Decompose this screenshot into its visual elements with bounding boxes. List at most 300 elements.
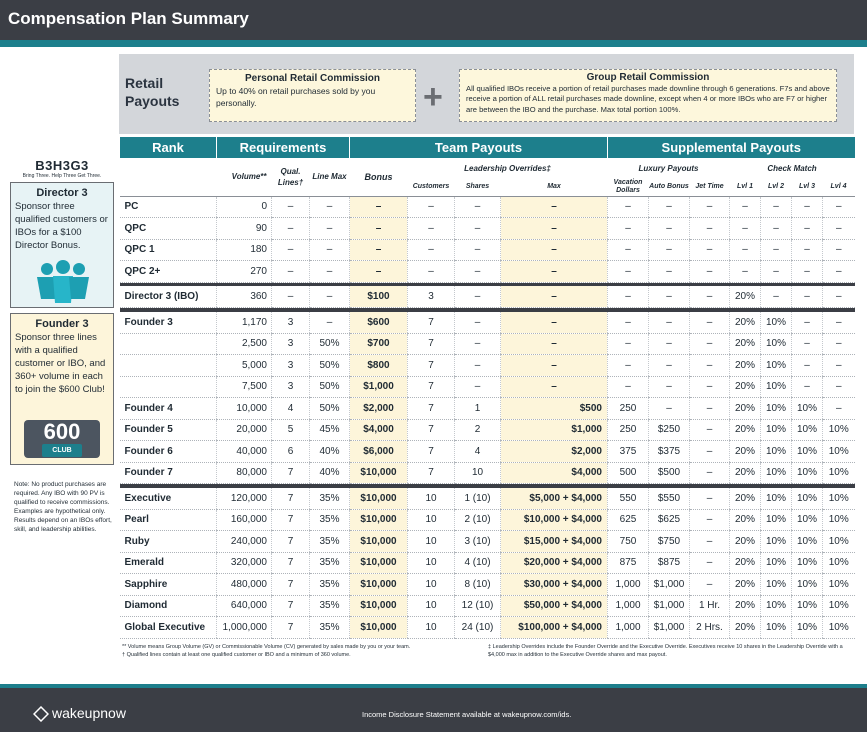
b3h3g3-logo — [10, 158, 114, 179]
cell-qual: 3 — [272, 333, 310, 355]
cell-l1: 20% — [730, 398, 761, 420]
cell-max: 35% — [310, 617, 350, 639]
cell-rank — [120, 355, 217, 377]
cell-bonus: $6,000 — [350, 441, 408, 463]
cell-lmax: $20,000 + $4,000 — [501, 552, 608, 574]
cell-qual: 7 — [272, 574, 310, 596]
cell-l3: 10% — [792, 419, 823, 441]
cell-bonus: $700 — [350, 333, 408, 355]
cell-cust: – — [408, 196, 455, 218]
cell-auto: – — [649, 196, 690, 218]
cell-bonus: $10,000 — [350, 617, 408, 639]
cell-l3: 10% — [792, 552, 823, 574]
cell-cust: – — [408, 239, 455, 261]
income-disclosure: Income Disclosure Statement available at wakeupnow.com/ids. — [362, 710, 572, 719]
table-row — [120, 574, 855, 596]
cell-l2: 10% — [761, 333, 792, 355]
cell-lmax: $5,000 + $4,000 — [501, 488, 608, 510]
cell-auto: $875 — [649, 552, 690, 574]
cell-qual: 7 — [272, 531, 310, 553]
retail-payouts-title: Retail Payouts — [125, 75, 180, 109]
cell-rank: QPC — [120, 218, 217, 240]
cell-l3: 10% — [792, 531, 823, 553]
header-accent — [0, 40, 867, 47]
cell-cust: – — [408, 261, 455, 283]
cell-vac: 500 — [608, 462, 649, 484]
cell-jet: – — [690, 509, 730, 531]
bonus-header: Bonus — [350, 158, 408, 196]
cell-bonus: $10,000 — [350, 462, 408, 484]
cell-bonus: – — [350, 196, 408, 218]
founder3-text: Sponsor three lines with a qualified customer or IBO, and 360+ volume in each to join the $600 Club! — [15, 332, 106, 395]
cell-jet: – — [690, 574, 730, 596]
cell-cust: – — [408, 218, 455, 240]
cell-cust: 7 — [408, 312, 455, 334]
cell-jet: – — [690, 286, 730, 308]
cell-max: 35% — [310, 552, 350, 574]
cell-l3: – — [792, 312, 823, 334]
cell-max: – — [310, 286, 350, 308]
group-retail-box — [459, 69, 837, 122]
cell-l1: 20% — [730, 441, 761, 463]
cell-lmax: – — [501, 312, 608, 334]
cell-qual: 7 — [272, 552, 310, 574]
cell-jet: – — [690, 355, 730, 377]
cell-l4: 10% — [823, 488, 855, 510]
page-title: Compensation Plan Summary — [8, 9, 249, 28]
cell-volume: 320,000 — [217, 552, 272, 574]
cell-l2: 10% — [761, 419, 792, 441]
table-row — [120, 312, 855, 334]
cell-l3: – — [792, 355, 823, 377]
cell-l1: 20% — [730, 595, 761, 617]
cell-shares: 4 — [455, 441, 501, 463]
cell-volume: 0 — [217, 196, 272, 218]
cell-max: 35% — [310, 595, 350, 617]
cell-lmax: – — [501, 196, 608, 218]
cell-rank: Director 3 (IBO) — [120, 286, 217, 308]
cell-volume: 1,170 — [217, 312, 272, 334]
cell-rank: PC — [120, 196, 217, 218]
cell-auto: $1,000 — [649, 574, 690, 596]
lvl1-header: Lvl 1 — [730, 178, 761, 196]
team-payouts-header: Team Payouts — [350, 137, 608, 158]
cell-bonus: – — [350, 239, 408, 261]
cell-lmax: $1,000 — [501, 419, 608, 441]
line-max-header: Line Max — [310, 158, 350, 196]
wakeupnow-brand: wakeupnow — [52, 705, 126, 721]
cell-l2: – — [761, 218, 792, 240]
side-note: Note: No product purchases are required. Any IBO with 90 PV is qualified to receive commissions. Examples are hypothetical only. Results depend on an IBOs effort, skill, and leadership abilities. — [14, 481, 112, 533]
cell-bonus: $10,000 — [350, 574, 408, 596]
cell-max: 50% — [310, 376, 350, 398]
cell-qual: 3 — [272, 355, 310, 377]
cell-rank: Global Executive — [120, 617, 217, 639]
cell-cust: 10 — [408, 617, 455, 639]
cell-l4: – — [823, 312, 855, 334]
cell-rank: Founder 5 — [120, 419, 217, 441]
cell-l4: – — [823, 398, 855, 420]
cell-bonus: $10,000 — [350, 509, 408, 531]
cell-rank: Founder 7 — [120, 462, 217, 484]
cell-l2: 10% — [761, 488, 792, 510]
cell-vac: 375 — [608, 441, 649, 463]
cell-auto: $375 — [649, 441, 690, 463]
founder3-box — [10, 313, 114, 465]
cell-l4: 10% — [823, 419, 855, 441]
cell-volume: 40,000 — [217, 441, 272, 463]
cell-rank: Diamond — [120, 595, 217, 617]
table-row — [120, 419, 855, 441]
cell-auto: $250 — [649, 419, 690, 441]
cell-rank: QPC 1 — [120, 239, 217, 261]
cell-vac: 250 — [608, 398, 649, 420]
cell-auto: – — [649, 218, 690, 240]
cell-auto: – — [649, 376, 690, 398]
cell-rank: Emerald — [120, 552, 217, 574]
cell-jet: – — [690, 196, 730, 218]
cell-cust: 10 — [408, 488, 455, 510]
cell-jet: – — [690, 333, 730, 355]
cell-auto: – — [649, 333, 690, 355]
cell-vac: 250 — [608, 419, 649, 441]
table-row — [120, 218, 855, 240]
cell-max: – — [310, 239, 350, 261]
lvl3-header: Lvl 3 — [792, 178, 823, 196]
cell-lmax: – — [501, 355, 608, 377]
personal-retail-box — [209, 69, 416, 122]
cell-shares: – — [455, 196, 501, 218]
cell-cust: 7 — [408, 462, 455, 484]
cell-shares: 8 (10) — [455, 574, 501, 596]
cell-bonus: $4,000 — [350, 419, 408, 441]
cell-shares: – — [455, 333, 501, 355]
cell-cust: 10 — [408, 509, 455, 531]
cell-l1: 20% — [730, 419, 761, 441]
cell-l4: 10% — [823, 531, 855, 553]
cell-bonus: $800 — [350, 355, 408, 377]
cell-max: – — [310, 261, 350, 283]
cell-shares: 4 (10) — [455, 552, 501, 574]
cell-qual: 7 — [272, 617, 310, 639]
cell-jet: – — [690, 552, 730, 574]
cell-l1: 20% — [730, 286, 761, 308]
footnote-volume: ** Volume means Group Volume (GV) or Commissionable Volume (CV) generated by sales made by you or your team. — [122, 644, 411, 650]
cell-bonus: $1,000 — [350, 376, 408, 398]
cell-l3: – — [792, 286, 823, 308]
footer-bar — [0, 688, 867, 732]
cell-shares: – — [455, 376, 501, 398]
table-row — [120, 333, 855, 355]
cell-jet: 1 Hr. — [690, 595, 730, 617]
cell-cust: 10 — [408, 574, 455, 596]
cell-qual: 7 — [272, 462, 310, 484]
cell-l4: – — [823, 376, 855, 398]
wakeupnow-logo-icon — [33, 706, 49, 722]
cell-vac: – — [608, 355, 649, 377]
cell-l2: 10% — [761, 398, 792, 420]
cell-shares: – — [455, 239, 501, 261]
cell-volume: 120,000 — [217, 488, 272, 510]
cell-shares: – — [455, 355, 501, 377]
cell-auto: $625 — [649, 509, 690, 531]
cell-lmax: – — [501, 376, 608, 398]
cell-l1: 20% — [730, 509, 761, 531]
cell-rank: Founder 4 — [120, 398, 217, 420]
cell-shares: 1 (10) — [455, 488, 501, 510]
table-sub-header — [120, 158, 855, 178]
cell-l4: – — [823, 333, 855, 355]
cell-l2: 10% — [761, 509, 792, 531]
cell-qual: 5 — [272, 419, 310, 441]
requirements-header: Requirements — [217, 137, 350, 158]
cell-max: – — [310, 312, 350, 334]
cell-l1: 20% — [730, 312, 761, 334]
table-row — [120, 239, 855, 261]
cell-auto: – — [649, 286, 690, 308]
cell-rank: Founder 6 — [120, 441, 217, 463]
table-row — [120, 488, 855, 510]
cell-shares: 1 — [455, 398, 501, 420]
volume-header: Volume** — [217, 158, 272, 196]
cell-max: – — [310, 218, 350, 240]
cell-bonus: $10,000 — [350, 595, 408, 617]
cell-auto: $500 — [649, 462, 690, 484]
cell-l4: – — [823, 239, 855, 261]
cell-lmax: $10,000 + $4,000 — [501, 509, 608, 531]
vacation-header: Vacation Dollars — [608, 178, 649, 196]
cell-shares: 2 (10) — [455, 509, 501, 531]
cell-max: 35% — [310, 531, 350, 553]
director3-text: Sponsor three qualified customers or IBOs for a $100 Director Bonus. — [15, 201, 108, 251]
cell-shares: 24 (10) — [455, 617, 501, 639]
table-body — [120, 196, 855, 638]
cell-lmax: – — [501, 333, 608, 355]
cell-volume: 90 — [217, 218, 272, 240]
personal-retail-text: Up to 40% on retail purchases sold by you personally. — [216, 86, 376, 108]
cell-l2: 10% — [761, 441, 792, 463]
cell-qual: – — [272, 239, 310, 261]
cell-l4: 10% — [823, 574, 855, 596]
table-row — [120, 509, 855, 531]
cell-vac: 1,000 — [608, 617, 649, 639]
cell-l3: – — [792, 196, 823, 218]
cell-vac: 625 — [608, 509, 649, 531]
cell-shares: 12 (10) — [455, 595, 501, 617]
founder3-title: Founder 3 — [35, 318, 89, 330]
cell-auto: $750 — [649, 531, 690, 553]
cell-l1: 20% — [730, 333, 761, 355]
cell-l1: – — [730, 196, 761, 218]
cell-bonus: $10,000 — [350, 552, 408, 574]
lvl4-header: Lvl 4 — [823, 178, 855, 196]
check-match-header: Check Match — [730, 158, 855, 178]
cell-l3: 10% — [792, 488, 823, 510]
cell-cust: 7 — [408, 398, 455, 420]
cell-l3: – — [792, 261, 823, 283]
cell-qual: – — [272, 261, 310, 283]
cell-bonus: $2,000 — [350, 398, 408, 420]
luxury-payouts-header: Luxury Payouts — [608, 158, 730, 178]
cell-jet: – — [690, 239, 730, 261]
b3h3g3-tagline: Bring Three. Help Three Get Three. — [22, 173, 102, 179]
cell-qual: – — [272, 286, 310, 308]
cell-max: 45% — [310, 419, 350, 441]
cell-l3: – — [792, 239, 823, 261]
cell-l1: – — [730, 218, 761, 240]
cell-l2: 10% — [761, 595, 792, 617]
cell-vac: – — [608, 286, 649, 308]
cell-l4: – — [823, 286, 855, 308]
personal-retail-title: Personal Retail Commission — [244, 73, 381, 84]
cell-l2: – — [761, 286, 792, 308]
cell-l4: – — [823, 218, 855, 240]
cell-max: 35% — [310, 509, 350, 531]
cell-l2: – — [761, 261, 792, 283]
cell-l3: 10% — [792, 574, 823, 596]
cell-l2: 10% — [761, 462, 792, 484]
rank-header: Rank — [120, 137, 217, 158]
cell-volume: 270 — [217, 261, 272, 283]
director3-box — [10, 182, 114, 308]
cell-cust: 3 — [408, 286, 455, 308]
max-header: Max — [501, 178, 608, 196]
cell-auto: – — [649, 312, 690, 334]
leadership-overrides-header: Leadership Overrides‡ — [408, 158, 608, 178]
cell-auto: – — [649, 261, 690, 283]
footnote-qualified: † Qualified lines contain at least one qualified customer or IBO and a minimum of 360 volume. — [122, 652, 351, 658]
cell-shares: – — [455, 261, 501, 283]
table-group-header — [120, 137, 855, 158]
cell-vac: – — [608, 239, 649, 261]
cell-rank — [120, 333, 217, 355]
cell-l4: 10% — [823, 617, 855, 639]
cell-volume: 2,500 — [217, 333, 272, 355]
cell-volume: 360 — [217, 286, 272, 308]
cell-jet: 2 Hrs. — [690, 617, 730, 639]
cell-l1: 20% — [730, 552, 761, 574]
cell-l1: 20% — [730, 488, 761, 510]
b3h3g3-logo-text: B3H3G3 — [35, 158, 89, 173]
cell-l3: 10% — [792, 441, 823, 463]
cell-cust: 7 — [408, 355, 455, 377]
cell-jet: – — [690, 376, 730, 398]
cell-lmax: $100,000 + $4,000 — [501, 617, 608, 639]
cell-l1: 20% — [730, 574, 761, 596]
table-row — [120, 355, 855, 377]
supplemental-payouts-header: Supplemental Payouts — [608, 137, 855, 158]
cell-max: 40% — [310, 441, 350, 463]
cell-jet: – — [690, 531, 730, 553]
cell-qual: 7 — [272, 488, 310, 510]
jet-time-header: Jet Time — [690, 178, 730, 196]
cell-cust: 10 — [408, 531, 455, 553]
lvl2-header: Lvl 2 — [761, 178, 792, 196]
cell-volume: 480,000 — [217, 574, 272, 596]
comp-plan-table — [119, 137, 855, 639]
auto-bonus-header: Auto Bonus — [649, 178, 690, 196]
table-row — [120, 531, 855, 553]
cell-l3: 10% — [792, 509, 823, 531]
cell-lmax: $15,000 + $4,000 — [501, 531, 608, 553]
cell-max: 35% — [310, 488, 350, 510]
cell-vac: – — [608, 261, 649, 283]
cell-bonus: $100 — [350, 286, 408, 308]
club-600-word: CLUB — [42, 444, 82, 457]
cell-l1: – — [730, 261, 761, 283]
cell-jet: – — [690, 312, 730, 334]
cell-auto: – — [649, 239, 690, 261]
cell-max: 50% — [310, 333, 350, 355]
cell-auto: $550 — [649, 488, 690, 510]
cell-cust: 7 — [408, 419, 455, 441]
table-row — [120, 617, 855, 639]
cell-jet: – — [690, 419, 730, 441]
cell-l2: 10% — [761, 355, 792, 377]
cell-vac: 550 — [608, 488, 649, 510]
cell-volume: 7,500 — [217, 376, 272, 398]
cell-rank: QPC 2+ — [120, 261, 217, 283]
cell-l1: 20% — [730, 462, 761, 484]
cell-l3: 10% — [792, 462, 823, 484]
table-row — [120, 462, 855, 484]
cell-jet: – — [690, 462, 730, 484]
cell-rank: Pearl — [120, 509, 217, 531]
cell-auto: – — [649, 355, 690, 377]
cell-shares: – — [455, 286, 501, 308]
cell-jet: – — [690, 261, 730, 283]
cell-volume: 10,000 — [217, 398, 272, 420]
cell-max: 50% — [310, 398, 350, 420]
cell-bonus: $10,000 — [350, 531, 408, 553]
cell-l2: 10% — [761, 312, 792, 334]
cell-rank: Executive — [120, 488, 217, 510]
footnotes-left — [122, 643, 482, 659]
cell-l3: – — [792, 333, 823, 355]
cell-volume: 20,000 — [217, 419, 272, 441]
header-bar — [0, 0, 867, 40]
cell-l2: – — [761, 239, 792, 261]
cell-auto: $1,000 — [649, 595, 690, 617]
cell-l3: – — [792, 218, 823, 240]
cell-l1: 20% — [730, 355, 761, 377]
cell-cust: 10 — [408, 552, 455, 574]
cell-shares: 2 — [455, 419, 501, 441]
cell-rank: Sapphire — [120, 574, 217, 596]
cell-lmax: – — [501, 218, 608, 240]
cell-l4: 10% — [823, 595, 855, 617]
table-row — [120, 595, 855, 617]
cell-bonus: – — [350, 261, 408, 283]
cell-qual: – — [272, 196, 310, 218]
cell-l3: – — [792, 376, 823, 398]
cell-l2: 10% — [761, 376, 792, 398]
cell-volume: 5,000 — [217, 355, 272, 377]
cell-volume: 160,000 — [217, 509, 272, 531]
people-group-icon — [33, 259, 93, 305]
cell-qual: 7 — [272, 509, 310, 531]
cell-bonus: $10,000 — [350, 488, 408, 510]
cell-max: 50% — [310, 355, 350, 377]
cell-max: 40% — [310, 462, 350, 484]
cell-l2: 10% — [761, 617, 792, 639]
cell-l3: 10% — [792, 595, 823, 617]
cell-vac: – — [608, 333, 649, 355]
cell-lmax: – — [501, 286, 608, 308]
cell-max: – — [310, 196, 350, 218]
cell-volume: 80,000 — [217, 462, 272, 484]
director3-title: Director 3 — [36, 187, 88, 199]
